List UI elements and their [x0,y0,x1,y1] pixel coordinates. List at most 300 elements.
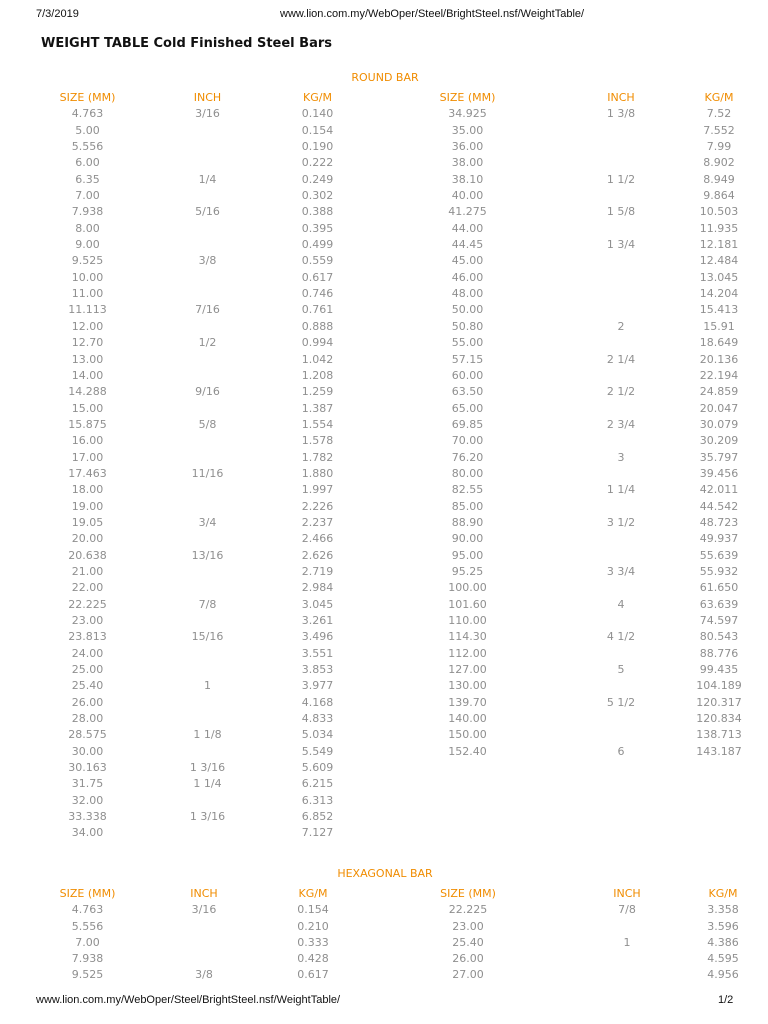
table-cell [150,434,265,450]
table-cell: 1 1/4 [193,777,222,791]
column-header: SIZE (MM) [59,887,116,900]
table-cell: 23.00 [452,919,484,933]
table-cell: 143.187 [696,744,742,758]
column-header: INCH [607,91,635,104]
table-cell: 0.761 [301,303,334,317]
table-cell: 7/8 [618,903,636,917]
table-cell: 5.034 [301,728,334,742]
table-cell [565,189,677,205]
table-cell: 15/16 [191,630,224,644]
table-cell [150,614,265,630]
table-cell: 82.55 [451,483,484,497]
table-cell: 7.00 [75,935,100,949]
table-cell: 8.00 [75,221,100,235]
table-cell: 41.275 [448,205,487,219]
column-header: KG/M [708,887,738,900]
document-title: WEIGHT TABLE Cold Finished Steel Bars [41,36,332,51]
table-cell: 3.551 [301,646,334,660]
table-cell [565,402,677,418]
table-cell: 2.466 [301,532,334,546]
column-header: INCH [613,887,641,900]
table-cell: 63.639 [699,597,739,611]
table-cell [568,952,686,968]
table-cell: 4.595 [707,952,739,966]
table-cell: 7.52 [706,107,732,121]
table-cell [677,777,761,793]
table-cell: 36.00 [451,140,484,154]
table-cell: 33.338 [68,810,107,824]
table-cell: 11.935 [699,221,739,235]
table-cell: 48.00 [451,287,484,301]
table-cell: 9.525 [71,968,104,982]
table-cell: 6.852 [301,810,334,824]
table-cell: 65.00 [451,401,484,415]
table-cell: 3.261 [301,614,334,627]
table-cell [565,761,677,777]
table-cell [150,952,258,968]
table-cell [565,287,677,303]
table-cell: 99.435 [699,663,739,677]
table-cell [370,761,565,777]
table-cell: 0.994 [301,336,334,350]
table-cell [150,712,265,728]
hexagonal-bar-table [0,887,768,985]
table-cell [150,238,265,254]
table-cell: 24.859 [699,385,739,399]
table-cell: 30.163 [68,761,107,775]
table-cell: 112.00 [448,646,487,660]
table-cell: 2 1/4 [606,352,636,366]
table-cell: 3/16 [191,903,217,917]
column-header: INCH [193,91,222,104]
table-cell: 48.723 [699,515,739,529]
table-cell: 0.395 [301,221,334,235]
print-url-header: www.lion.com.my/WebOper/Steel/BrightSteel.nsf/WeightTable/ [280,8,585,20]
table-cell: 11.00 [71,287,104,301]
table-cell: 2.237 [301,515,334,529]
table-cell: 140.00 [448,712,487,726]
table-cell: 3.358 [707,903,739,917]
table-cell: 150.00 [448,728,487,742]
table-cell: 15.00 [71,401,104,415]
table-cell: 2.226 [301,499,334,513]
table-cell: 88.90 [451,515,484,529]
hexagonal-bar-title: HEXAGONAL BAR [337,867,433,880]
table-cell: 9.00 [75,238,100,252]
table-cell [565,532,677,548]
table-cell [150,287,265,303]
table-cell: 9/16 [195,385,220,399]
table-cell: 11.113 [68,303,107,317]
table-cell [565,810,677,826]
table-cell: 13.00 [71,352,104,366]
column-header: INCH [190,887,218,900]
table-cell: 3/8 [195,968,213,982]
table-cell: 110.00 [448,614,487,627]
table-cell [565,140,677,156]
table-cell [677,794,761,810]
table-cell [150,794,265,810]
table-cell: 5/8 [198,417,217,431]
table-cell: 85.00 [451,499,484,513]
table-cell: 10.00 [71,270,104,284]
table-cell: 1/4 [198,172,217,186]
table-cell [370,810,565,826]
table-cell: 35.00 [451,123,484,137]
table-cell [370,777,565,793]
table-cell: 1.997 [301,483,334,497]
table-cell: 30.209 [699,434,739,448]
table-cell: 5.609 [301,761,334,775]
round-bar-table [0,91,768,843]
table-cell: 22.00 [71,581,104,595]
column-header: KG/M [298,887,328,900]
table-cell [150,565,265,581]
table-cell [370,794,565,810]
table-cell: 7.552 [703,123,735,137]
table-cell: 120.834 [696,712,742,726]
table-cell [565,434,677,450]
table-cell: 5 1/2 [606,695,636,709]
table-cell: 12.70 [71,336,104,350]
table-cell: 31.75 [71,777,104,791]
table-cell [150,156,265,172]
table-cell: 28.00 [71,712,104,726]
table-cell [150,369,265,385]
table-cell [568,968,686,984]
table-cell: 35.797 [699,450,739,464]
table-cell: 5/16 [195,205,220,219]
table-cell: 69.85 [451,417,484,431]
table-cell: 7.99 [706,140,732,154]
table-cell [150,936,258,952]
table-cell: 55.639 [699,548,739,562]
table-cell: 50.00 [451,303,484,317]
table-cell: 1 3/4 [606,238,636,252]
table-cell [565,679,677,695]
table-cell [565,124,677,140]
table-cell: 0.140 [301,107,334,121]
table-cell: 4.763 [71,107,104,121]
table-cell: 34.00 [71,826,104,840]
table-cell: 1 3/8 [606,107,636,121]
table-cell [150,124,265,140]
table-cell: 2 1/2 [606,385,636,399]
table-cell [565,467,677,483]
table-cell: 2.984 [301,581,334,595]
table-cell: 45.00 [451,254,484,268]
table-cell: 0.190 [301,140,334,154]
table-cell: 6.313 [301,793,334,807]
table-cell: 38.00 [451,156,484,170]
table-cell: 28.575 [68,728,107,742]
table-cell: 1 3/16 [189,761,226,775]
table-cell: 1 [623,935,631,949]
table-cell: 20.00 [71,532,104,546]
table-cell: 42.011 [699,483,739,497]
table-cell: 44.00 [451,221,484,235]
table-cell: 1/2 [198,336,217,350]
table-cell: 22.225 [448,903,488,917]
table-cell: 18.649 [699,336,739,350]
table-cell: 114.30 [448,630,487,644]
table-cell [565,581,677,597]
table-cell [150,402,265,418]
table-cell: 3.977 [301,679,334,693]
column-header: SIZE (MM) [440,887,496,900]
table-cell: 74.597 [699,614,739,627]
table-cell [150,451,265,467]
table-cell: 4.763 [71,903,104,917]
table-cell: 63.50 [451,385,484,399]
table-cell: 1.387 [301,401,334,415]
table-cell: 0.302 [301,189,334,203]
table-cell: 32.00 [71,793,104,807]
table-cell: 1 3/16 [189,810,226,824]
table-cell [677,761,761,777]
table-cell: 5 [617,663,625,677]
table-cell: 2 [617,319,625,333]
table-cell: 44.45 [451,238,484,252]
table-cell: 2 3/4 [606,417,636,431]
table-cell: 61.650 [699,581,739,595]
table-cell: 4.833 [301,712,334,726]
table-cell [565,549,677,565]
table-cell: 0.617 [301,270,334,284]
table-cell: 15.413 [699,303,739,317]
table-cell [565,500,677,516]
table-cell: 13/16 [191,548,224,562]
table-cell: 3.596 [707,919,739,933]
table-cell: 80.543 [699,630,739,644]
table-cell [150,500,265,516]
table-cell [150,483,265,499]
table-cell: 19.05 [71,515,104,529]
table-cell: 0.222 [301,156,334,170]
table-cell: 104.189 [696,679,742,693]
table-cell: 26.00 [71,695,104,709]
table-cell: 20.047 [699,401,739,415]
table-cell: 57.15 [451,352,484,366]
table-cell: 55.932 [699,564,739,578]
table-cell: 139.70 [448,695,487,709]
table-cell: 3.045 [301,597,334,611]
table-cell: 49.937 [699,532,739,546]
table-cell: 0.154 [301,123,334,137]
table-cell: 1 1/8 [193,728,222,742]
table-cell: 39.456 [699,466,739,480]
table-cell [565,222,677,238]
table-cell: 127.00 [448,663,487,677]
table-cell: 9.525 [71,254,104,268]
table-cell [150,320,265,336]
table-cell: 7.00 [75,189,100,203]
table-cell: 23.00 [71,614,104,627]
table-cell: 1.042 [301,352,334,366]
table-cell: 100.00 [448,581,487,595]
table-cell: 3 1/2 [606,515,636,529]
print-date: 7/3/2019 [36,8,79,20]
table-cell [150,189,265,205]
table-cell [150,745,265,761]
table-cell: 7.127 [301,826,334,840]
table-cell: 0.388 [301,205,334,219]
table-cell [150,647,265,663]
table-cell: 1.880 [301,466,334,480]
table-cell [565,647,677,663]
table-cell [150,353,265,369]
table-cell: 24.00 [71,646,104,660]
table-cell [565,254,677,270]
table-cell: 15.875 [68,417,107,431]
table-cell: 1 1/2 [606,172,636,186]
table-cell: 1.782 [301,450,334,464]
table-cell [568,920,686,936]
table-cell: 0.746 [301,287,334,301]
table-cell: 13.045 [699,270,739,284]
table-cell: 19.00 [71,499,104,513]
table-cell: 46.00 [451,270,484,284]
table-cell: 0.499 [301,238,334,252]
table-cell: 0.559 [301,254,334,268]
table-cell: 0.210 [297,919,329,933]
table-cell: 5.00 [75,123,100,137]
table-cell: 5.556 [71,919,104,933]
table-cell: 3.496 [301,630,334,644]
table-cell [565,712,677,728]
table-cell: 0.888 [301,319,334,333]
table-cell [565,369,677,385]
table-cell: 50.80 [451,319,484,333]
table-cell: 3 3/4 [606,564,636,578]
table-cell: 4 1/2 [606,630,636,644]
table-cell: 76.20 [451,450,484,464]
table-cell: 7.938 [71,952,104,966]
table-cell [565,614,677,630]
table-cell: 138.713 [696,728,742,742]
table-cell: 152.40 [448,744,487,758]
table-cell [150,696,265,712]
table-cell: 8.902 [703,156,735,170]
table-cell: 4 [617,597,625,611]
table-cell: 17.463 [68,466,107,480]
table-cell: 22.225 [68,597,107,611]
table-cell: 95.00 [451,548,484,562]
table-cell [677,826,761,842]
table-cell: 5.549 [301,744,334,758]
table-cell: 0.154 [297,903,329,917]
table-cell: 40.00 [451,189,484,203]
table-cell: 3.853 [301,663,334,677]
table-cell: 27.00 [452,968,484,982]
page-number: 1/2 [718,994,734,1006]
table-cell: 4.168 [301,695,334,709]
table-cell: 34.925 [448,107,487,121]
table-cell: 14.288 [68,385,107,399]
table-cell: 20.638 [68,548,107,562]
table-cell: 15.91 [703,319,735,333]
table-cell: 6.00 [75,156,100,170]
table-cell [565,156,677,172]
table-cell [370,826,565,842]
table-cell: 14.204 [699,287,739,301]
table-cell [565,728,677,744]
table-cell: 2.719 [301,564,334,578]
table-cell: 7.938 [71,205,104,219]
table-cell [150,222,265,238]
table-cell [150,140,265,156]
table-cell: 17.00 [71,450,104,464]
table-cell: 1.554 [301,417,334,431]
table-cell: 1 [204,679,211,693]
table-cell: 60.00 [451,368,484,382]
table-cell [565,777,677,793]
table-cell: 25.00 [71,663,104,677]
table-cell: 21.00 [71,564,104,578]
table-cell: 20.136 [699,352,739,366]
table-cell: 55.00 [451,336,484,350]
table-cell: 11/16 [191,466,224,480]
table-cell [565,271,677,287]
table-cell [150,532,265,548]
table-cell [150,920,258,936]
table-cell: 7/8 [198,597,217,611]
print-url-footer: www.lion.com.my/WebOper/Steel/BrightSteel.nsf/WeightTable/ [36,994,341,1006]
table-cell: 1 1/4 [606,483,636,497]
table-cell: 70.00 [451,434,484,448]
table-cell [565,336,677,352]
table-cell: 22.194 [699,368,739,382]
table-cell [150,663,265,679]
table-cell: 90.00 [451,532,484,546]
table-cell: 88.776 [699,646,739,660]
table-cell: 6.215 [301,777,334,791]
table-cell: 0.428 [297,952,329,966]
table-cell: 25.40 [452,935,484,949]
table-cell: 25.40 [71,679,104,693]
table-cell: 95.25 [451,564,484,578]
table-cell: 4.386 [707,935,739,949]
table-cell: 1.578 [301,434,334,448]
column-header: KG/M [704,91,734,104]
table-cell: 130.00 [448,679,487,693]
table-cell: 80.00 [451,466,484,480]
table-cell: 9.864 [703,189,735,203]
table-cell: 38.10 [451,172,484,186]
table-cell: 26.00 [452,952,484,966]
table-cell: 6.35 [75,172,100,186]
table-cell: 3 [617,450,625,464]
table-cell: 1.259 [301,385,334,399]
table-cell [677,810,761,826]
table-cell [150,581,265,597]
table-cell: 120.317 [696,695,742,709]
table-cell: 3/4 [198,515,217,529]
table-cell: 12.484 [699,254,739,268]
column-header: SIZE (MM) [439,91,496,104]
table-cell: 8.949 [703,172,735,186]
table-cell: 44.542 [699,499,739,513]
table-cell: 1.208 [301,368,334,382]
table-cell: 12.00 [71,319,104,333]
table-cell: 5.556 [71,140,104,154]
table-cell: 0.333 [297,935,329,949]
table-cell: 1 5/8 [606,205,636,219]
table-cell: 3/8 [198,254,217,268]
table-cell: 7/16 [195,303,220,317]
table-cell: 30.079 [699,417,739,431]
table-cell: 4.956 [707,968,739,982]
